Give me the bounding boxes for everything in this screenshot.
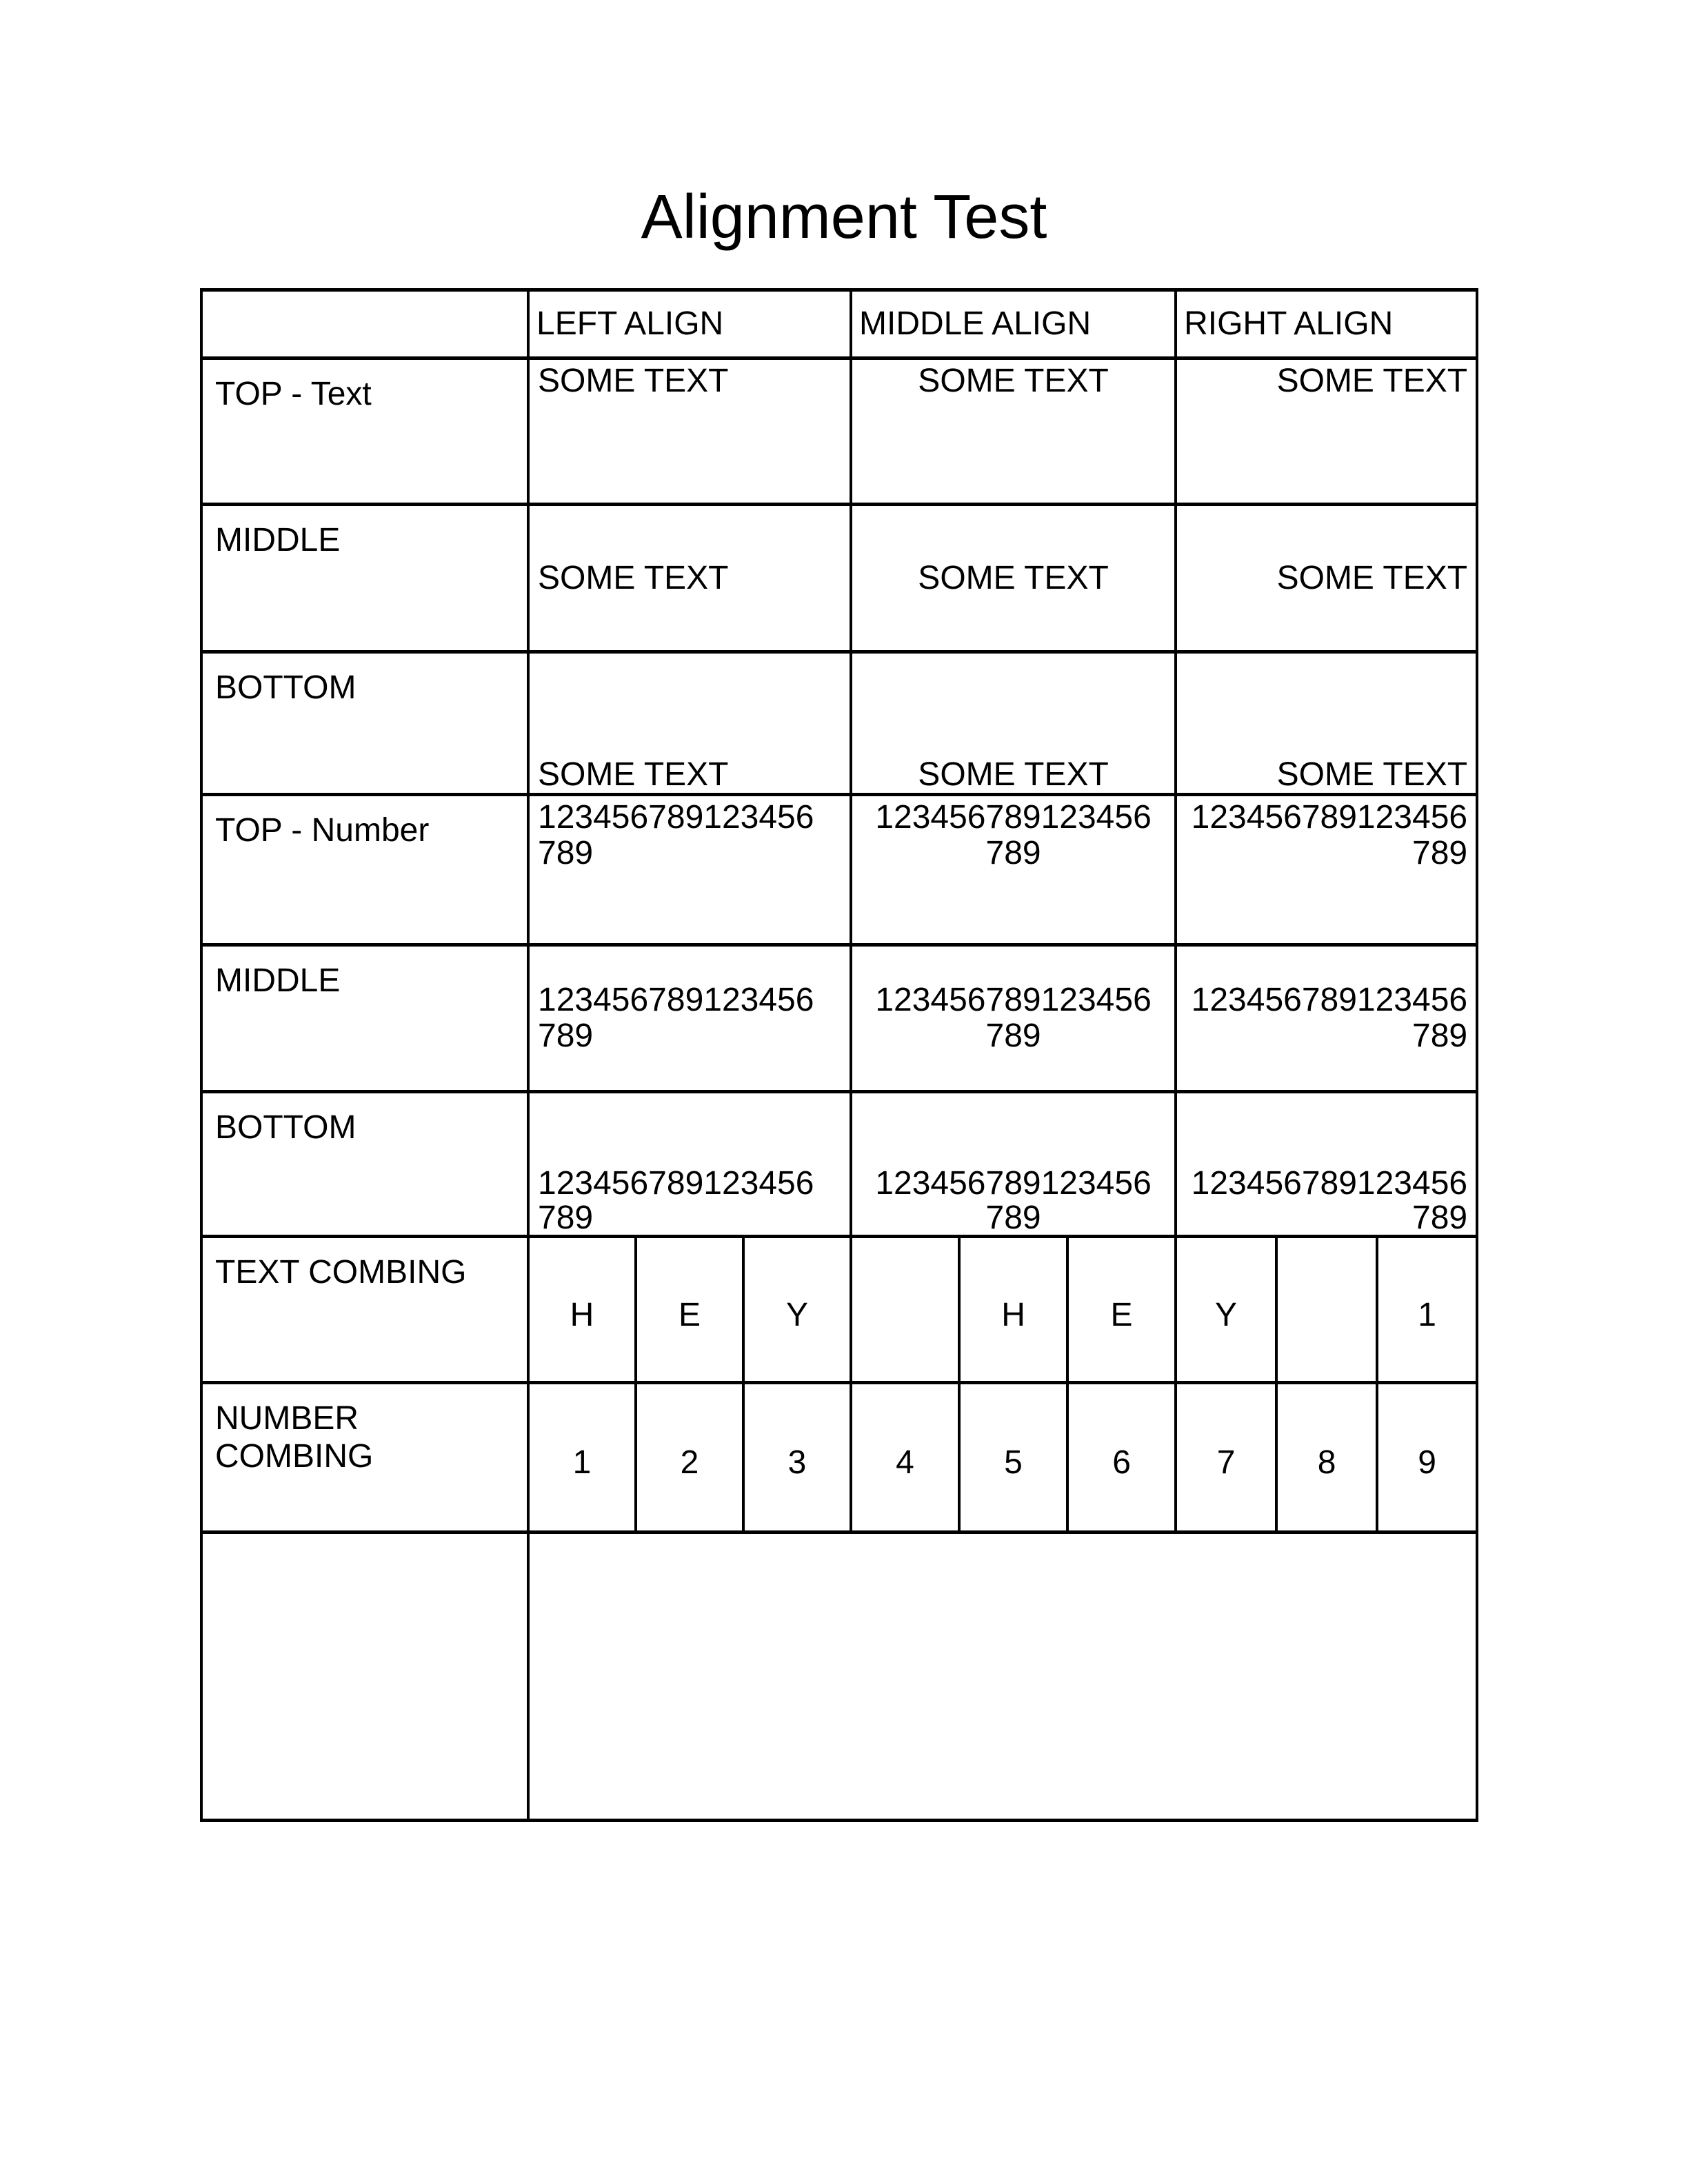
- number-line-1: 123456789123456: [875, 799, 1152, 836]
- number-line-1: 123456789123456: [1191, 1165, 1468, 1202]
- combing-cell: E: [636, 1237, 743, 1383]
- number-line-2: 789: [985, 1200, 1041, 1236]
- cell-text: SOME TEXT: [918, 363, 1109, 399]
- cell-middle-right-text: [1176, 505, 1477, 652]
- row-label: MIDDLE: [201, 945, 528, 1092]
- combing-cell: 1: [528, 1383, 636, 1533]
- cell-bottom-left-number: [528, 1092, 851, 1237]
- cell-top-left-text: [528, 358, 851, 505]
- number-line-2: 789: [985, 1018, 1041, 1054]
- combing-cell: Y: [1176, 1237, 1276, 1383]
- header-label-cell: [201, 290, 528, 358]
- number-line-1: 123456789123456: [1191, 982, 1468, 1019]
- row-label: BOTTOM: [201, 652, 528, 795]
- combing-cell: 9: [1377, 1383, 1477, 1533]
- row-label: TOP - Text: [201, 358, 528, 505]
- cell-text: SOME TEXT: [1276, 756, 1468, 793]
- cell-bottom-left-text: [528, 652, 851, 795]
- cell-text: SOME TEXT: [538, 756, 729, 793]
- alignment-table-container: [200, 288, 1478, 1822]
- combing-cell: [1276, 1237, 1377, 1383]
- footer-label-cell: [201, 1533, 528, 1821]
- row-text-combing: [201, 1237, 1477, 1383]
- number-line-2: 789: [538, 834, 594, 871]
- number-line-2: 789: [1412, 1200, 1468, 1236]
- cell-text: SOME TEXT: [1276, 363, 1468, 399]
- number-line-2: 789: [985, 834, 1041, 871]
- cell-text: SOME TEXT: [538, 363, 729, 399]
- number-line-2: 789: [538, 1018, 594, 1054]
- cell-text: SOME TEXT: [538, 559, 729, 596]
- cell-bottom-right-text: [1176, 652, 1477, 795]
- cell-middle-right-number: [1176, 945, 1477, 1092]
- cell-middle-left-text: [528, 505, 851, 652]
- row-middle-text: [201, 505, 1477, 652]
- cell-text: SOME TEXT: [918, 756, 1109, 793]
- combing-cell: 5: [959, 1383, 1067, 1533]
- number-line-1: 123456789123456: [1191, 799, 1468, 836]
- number-line-1: 123456789123456: [538, 799, 814, 836]
- cell-bottom-middle-number: [851, 1092, 1176, 1237]
- combing-cell: [851, 1237, 959, 1383]
- number-line-1: 123456789123456: [875, 982, 1152, 1019]
- number-line-2: 789: [538, 1200, 594, 1236]
- column-header-middle-align: MIDDLE ALIGN: [851, 290, 1176, 358]
- row-label: TOP - Number: [201, 795, 528, 945]
- combing-cell: Y: [743, 1237, 851, 1383]
- cell-bottom-middle-text: [851, 652, 1176, 795]
- header-row: [201, 290, 1477, 358]
- row-label: TEXT COMBING: [201, 1237, 528, 1383]
- number-line-2: 789: [1412, 834, 1468, 871]
- cell-top-left-number: [528, 795, 851, 945]
- combing-cell: 4: [851, 1383, 959, 1533]
- row-top-text: [201, 358, 1477, 505]
- row-middle-number: [201, 945, 1477, 1092]
- row-label: NUMBER COMBING: [201, 1383, 528, 1533]
- combing-cell: H: [959, 1237, 1067, 1383]
- combing-cell: 6: [1067, 1383, 1176, 1533]
- row-top-number: [201, 795, 1477, 945]
- row-footer-empty: [201, 1533, 1477, 1821]
- row-bottom-text: [201, 652, 1477, 795]
- combing-cell: H: [528, 1237, 636, 1383]
- combing-cell: 7: [1176, 1383, 1276, 1533]
- row-label: MIDDLE: [201, 505, 528, 652]
- combing-cell: 8: [1276, 1383, 1377, 1533]
- cell-text: SOME TEXT: [918, 559, 1109, 596]
- cell-top-right-number: [1176, 795, 1477, 945]
- number-line-1: 123456789123456: [875, 1165, 1152, 1202]
- combing-cell: E: [1067, 1237, 1176, 1383]
- page-title: Alignment Test: [641, 183, 1047, 252]
- combing-cell: 3: [743, 1383, 851, 1533]
- alignment-table: [200, 288, 1478, 1822]
- number-line-2: 789: [1412, 1018, 1468, 1054]
- combing-cell: 2: [636, 1383, 743, 1533]
- number-line-1: 123456789123456: [538, 982, 814, 1019]
- row-number-combing: [201, 1383, 1477, 1533]
- cell-top-middle-text: [851, 358, 1176, 505]
- cell-middle-middle-text: [851, 505, 1176, 652]
- column-header-right-align: RIGHT ALIGN: [1176, 290, 1477, 358]
- combing-cell: 1: [1377, 1237, 1477, 1383]
- row-bottom-number: [201, 1092, 1477, 1237]
- footer-empty-cell: [528, 1533, 1477, 1821]
- row-label: BOTTOM: [201, 1092, 528, 1237]
- cell-text: SOME TEXT: [1276, 559, 1468, 596]
- cell-middle-left-number: [528, 945, 851, 1092]
- cell-middle-middle-number: [851, 945, 1176, 1092]
- cell-top-right-text: [1176, 358, 1477, 505]
- column-header-left-align: LEFT ALIGN: [528, 290, 851, 358]
- cell-bottom-right-number: [1176, 1092, 1477, 1237]
- cell-top-middle-number: [851, 795, 1176, 945]
- number-line-1: 123456789123456: [538, 1165, 814, 1202]
